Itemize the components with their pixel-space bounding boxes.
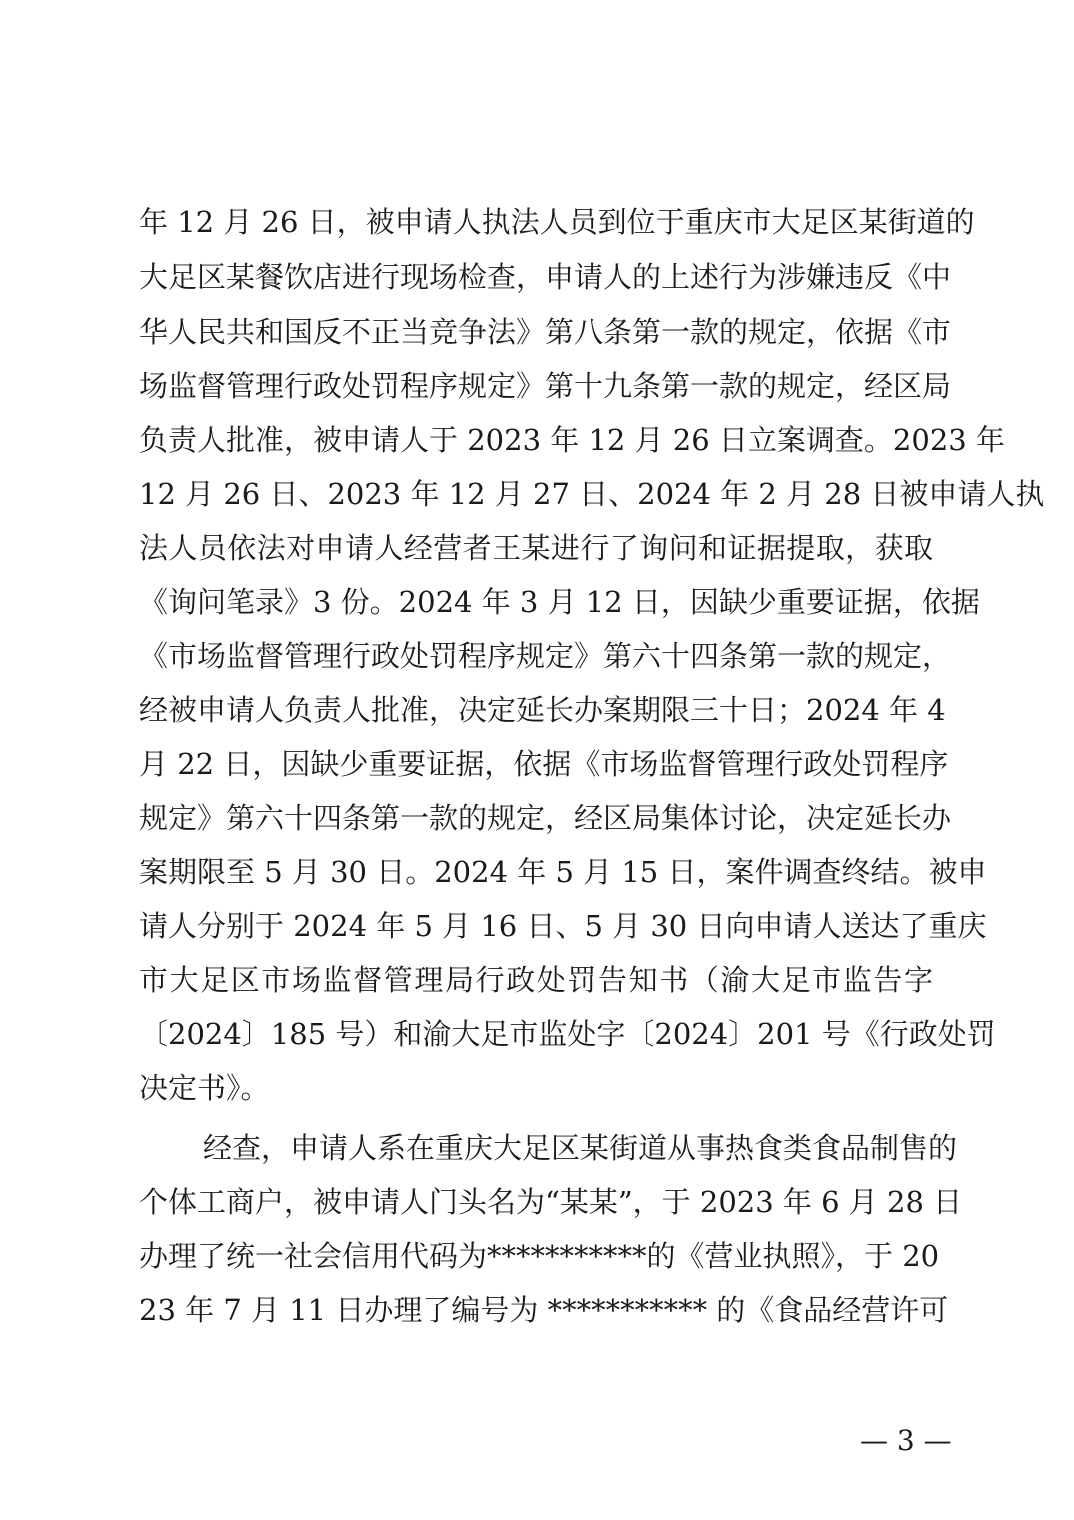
paragraph-1-line-17: 决定书》。 (139, 1071, 270, 1105)
paragraph-1-line-11: 月 22 日，因缺少重要证据，依据《市场监督管理行政处罚程序 (139, 747, 949, 781)
paragraph-1-line-1: 年 12 月 26 日，被申请人执法人员到位于重庆市大足区某街道的 (139, 205, 975, 239)
paragraph-1-line-15: 市大足区市场监督管理局行政处罚告知书（渝大足市监告字 (139, 963, 933, 997)
paragraph-1-line-3: 华人民共和国反不正当竞争法》第八条第一款的规定，依据《市 (139, 315, 952, 349)
paragraph-2-line-3: 办理了统一社会信用代码为***********的《营业执照》，于 20 (139, 1239, 940, 1273)
paragraph-2-line-1: 经查，申请人系在重庆大足区某街道从事热食类食品制售的 (203, 1131, 958, 1165)
paragraph-1-line-4: 场监督管理行政处罚程序规定》第十九条第一款的规定，经区局 (139, 369, 952, 403)
paragraph-1-line-13: 案期限至 5 月 30 日。2024 年 5 月 15 日，案件调查终结。被申 (139, 855, 987, 889)
paragraph-1-line-8: 《询问笔录》3 份。2024 年 3 月 12 日，因缺少重要证据，依据 (139, 585, 980, 619)
paragraph-1-line-6: 12 月 26 日、2023 年 12 月 27 日、2024 年 2 月 28 日被申请人执 (139, 477, 1045, 511)
paragraph-1-line-5: 负责人批准，被申请人于 2023 年 12 月 26 日立案调查。2023 年 (139, 423, 1005, 457)
paragraph-2-line-4: 23 年 7 月 11 日办理了编号为 *********** 的《食品经营许可 (139, 1293, 949, 1327)
paragraph-1-line-2: 大足区某餐饮店进行现场检查，申请人的上述行为涉嫌违反《中 (139, 260, 952, 294)
paragraph-1-line-16: 〔2024〕185 号）和渝大足市监处字〔2024〕201 号《行政处罚 (139, 1017, 996, 1051)
paragraph-2-line-2: 个体工商户，被申请人门头名为“某某”，于 2023 年 6 月 28 日 (139, 1185, 963, 1219)
paragraph-1-line-12: 规定》第六十四条第一款的规定，经区局集体讨论，决定延长办 (139, 801, 952, 835)
paragraph-1-line-14: 请人分别于 2024 年 5 月 16 日、5 月 30 日向申请人送达了重庆 (139, 909, 987, 943)
paragraph-1-line-10: 经被申请人负责人批准，决定延长办案期限三十日；2024 年 4 (139, 693, 946, 727)
paragraph-1-line-7: 法人员依法对申请人经营者王某进行了询问和证据提取，获取 (139, 531, 933, 565)
page-number: — 3 — (860, 1424, 952, 1457)
paragraph-1-line-9: 《市场监督管理行政处罚程序规定》第六十四条第一款的规定， (139, 639, 952, 673)
